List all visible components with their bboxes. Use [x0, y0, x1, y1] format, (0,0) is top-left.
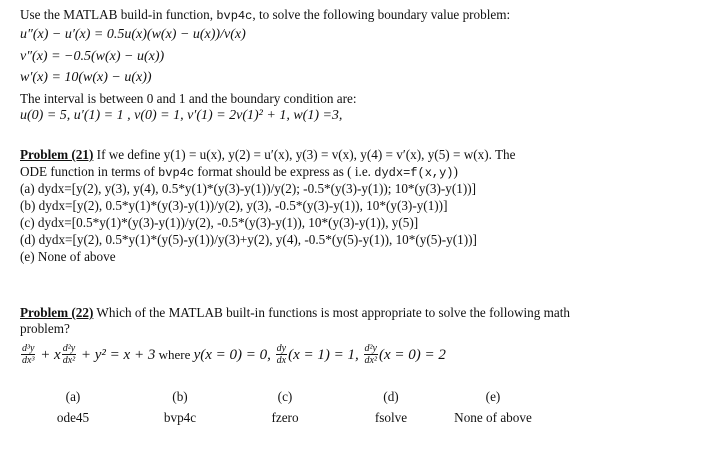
problem22-line1 — [20, 305, 570, 321]
choice-e-letter: (e) — [485, 389, 501, 404]
equation-v: v″(x) = −0.5(w(x) − u(x)) — [20, 49, 165, 64]
choice-b-letter: (b) — [172, 389, 188, 404]
problem21-text2-mid: format should be express as ( i.e. — [194, 164, 375, 179]
choice-b — [125, 389, 235, 426]
problem21-code-dydx: dydx=f(x,y) — [374, 166, 454, 180]
choice-d-name: fsolve — [374, 410, 408, 425]
choice-a-letter: (a) — [65, 389, 81, 404]
choice-b-name: bvp4c — [163, 410, 197, 425]
problem22-equation — [20, 343, 446, 366]
frac-den: dx — [276, 355, 287, 366]
choice-d — [336, 389, 446, 426]
frac-den: dx² — [364, 355, 377, 366]
problem21-option-b: (b) dydx=[y(2), 0.5*y(1)*(y(3)-y(1))/y(2), y(3), -0.5*(y(3)-y(1)), 10*(y(3)-y(1))] — [20, 198, 448, 213]
problem22-text1: Which of the MATLAB built-in functions is most appropriate to solve the following math — [93, 305, 571, 320]
problem21-line1 — [20, 147, 515, 163]
problem21-option-c: (c) dydx=[0.5*y(1)*(y(3)-y(1))/y(2), -0.5*(y(3)-y(1)), 10*(y(3)-y(1)), y(5)] — [20, 215, 419, 230]
problem21-label: Problem (21) — [20, 147, 94, 162]
problem21-line2 — [20, 164, 458, 181]
eq-mid: + y² = x + 3 — [77, 346, 156, 363]
equation-w: w′(x) = 10(w(x) − u(x)) — [20, 70, 152, 85]
choice-a — [18, 389, 128, 426]
choice-c — [230, 389, 340, 426]
problem21-option-e: (e) None of above — [20, 249, 116, 264]
intro-text-before: Use the MATLAB build-in function, — [20, 7, 217, 22]
choice-c-name: fzero — [271, 410, 299, 425]
frac-den: dx² — [62, 355, 76, 366]
frac-num: d³y — [22, 343, 35, 354]
frac-num: dy — [276, 343, 287, 354]
problem21-text1: If we define y(1) = u(x), y(2) = u′(x), y(3) = v(x), y(4) = v′(x), y(5) = w(x). The — [93, 147, 516, 162]
interval-text: The interval is between 0 and 1 and the boundary condition are: — [20, 91, 357, 106]
fraction-dy-dx — [276, 343, 287, 366]
frac-num: d²y — [62, 343, 76, 354]
eq-plus-x: + x — [36, 346, 61, 363]
fraction-d2y-dx2 — [62, 343, 76, 366]
frac-den: dx³ — [22, 355, 35, 366]
choice-a-name: ode45 — [56, 410, 90, 425]
problem21-code-bvp4c: bvp4c — [158, 166, 195, 180]
problem22-label: Problem (22) — [20, 305, 94, 320]
eq-where: where — [155, 346, 194, 362]
frac-num: d²y — [364, 343, 377, 354]
fraction-d3y-dx3 — [21, 343, 35, 366]
choice-e — [438, 389, 548, 426]
eq-cond1: y(x = 0) = 0, — [193, 346, 275, 363]
problem21-option-d: (d) dydx=[y(2), 0.5*y(1)*(y(5)-y(1))/y(3)+y(2), y(4), -0.5*(y(5)-y(1)), 10*(y(5)-y(1))] — [20, 232, 477, 247]
problem21-text2-before: ODE function in terms of — [20, 164, 159, 179]
problem21-text2-after: ) — [453, 164, 458, 179]
boundary-conditions: u(0) = 5, u′(1) = 1 , v(0) = 1, v′(1) = 2v(1)² + 1, w(1) =3, — [20, 108, 343, 123]
intro-text-after: , to solve the following boundary value problem: — [252, 7, 511, 22]
problem21-option-a: (a) dydx=[y(2), y(3), y(4), 0.5*y(1)*(y(3)-y(1))/y(2); -0.5*(y(3)-y(1)); 10*(y(3)-y(1))] — [20, 181, 477, 196]
fraction-d2y-dx2-b — [364, 343, 378, 366]
choice-c-letter: (c) — [277, 389, 293, 404]
choice-d-letter: (d) — [383, 389, 399, 404]
equation-u: u″(x) − u′(x) = 0.5u(x)(w(x) − u(x))/v(x) — [20, 27, 246, 42]
intro-line — [20, 7, 510, 24]
problem22-line2: problem? — [20, 321, 70, 336]
eq-cond3: (x = 0) = 2 — [378, 346, 446, 363]
choice-e-name: None of above — [454, 410, 532, 425]
eq-cond2: (x = 1) = 1, — [288, 346, 363, 363]
intro-function-name: bvp4c — [216, 9, 253, 23]
